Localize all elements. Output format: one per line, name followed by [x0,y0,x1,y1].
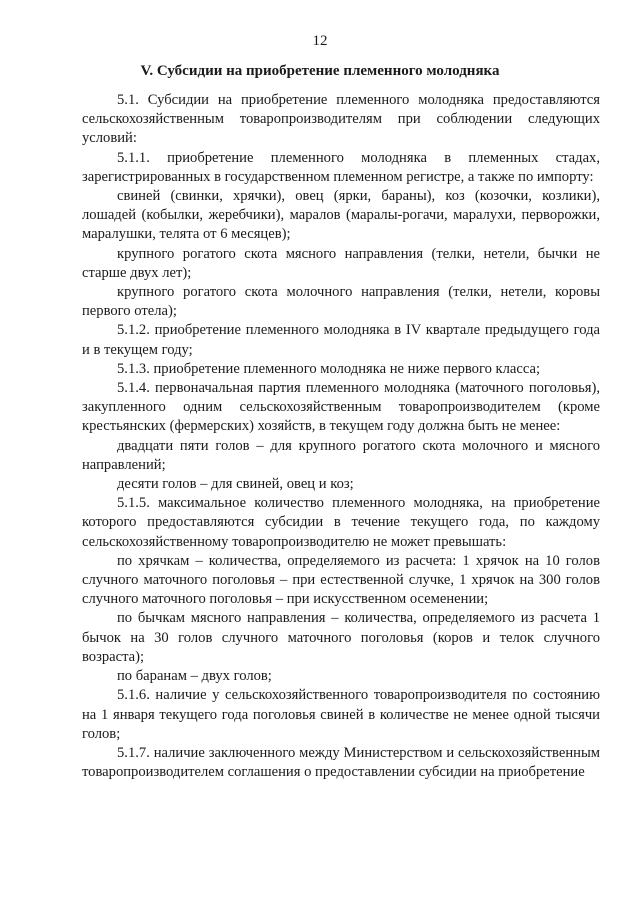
paragraph: 5.1.6. наличие у сельскохозяйственного товаропроизводителя по состоянию на 1 января текущего года поголовья свиней в количестве не менее одной тысячи голов; [82,687,600,742]
section-body [82,91,600,782]
paragraph: 5.1.5. максимальное количество племенного молодняка, на приобретение которого предоставляются субсидии в течение текущего года, по каждому сельскохозяйственному товаропроизводителю не может превышать: [82,495,600,550]
paragraph: свиней (свинки, хрячки), овец (ярки, бараны), коз (козочки, козлики), лошадей (кобылки, жеребчики), маралов (маралы-рогачи, маралухи, перворожки, маралушки, телята от 6 месяцев); [82,188,600,243]
paragraph: 5.1.2. приобретение племенного молодняка в IV квартале предыдущего года и в текущем году; [82,322,600,358]
section-title: V. Субсидии на приобретение племенного молодняка [140,63,500,79]
paragraph: 5.1. Субсидии на приобретение племенного молодняка предоставляются сельскохозяйственным товаропроизводителям при соблюдении следующих условий: [82,92,600,147]
paragraph: крупного рогатого скота молочного направления (телки, нетели, коровы первого отела); [82,284,600,320]
paragraph: по хрячкам – количества, определяемого из расчета: 1 хрячок на 10 голов случного маточного поголовья – при естественной случке, 1 хрячок на 300 голов случного маточного поголовья – при искусственном осеменении; [82,552,600,608]
paragraph: по бычкам мясного направления – количества, определяемого из расчета 1 бычок на 30 голов случного маточного поголовья (коров и телок случного возраста); [82,610,600,665]
paragraph: двадцати пяти голов – для крупного рогатого скота молочного и мясного направлений; [82,437,600,473]
paragraph: 5.1.1. приобретение племенного молодняка в племенных стадах, зарегистрированных в государственном племенном регистре, а также по импорту: [82,149,600,185]
paragraph: 5.1.4. первоначальная партия племенного молодняка (маточного поголовья), закупленного одним сельскохозяйственным товаропроизводителем (кроме крестьянских (фермерских) хозяйств, в текущем году должна быть не менее: [82,380,600,435]
paragraph: крупного рогатого скота мясного направления (телки, нетели, бычки не старше двух лет); [82,245,600,281]
paragraph: десяти голов – для свиней, овец и коз; [117,476,354,493]
paragraph: 5.1.7. наличие заключенного между Министерством и сельскохозяйственным товаропроизводителем соглашения о предоставлении субсидии на приобретение [82,744,600,781]
paragraph: 5.1.3. приобретение племенного молодняка не ниже первого класса; [117,360,541,377]
paragraph: по баранам – двух голов; [117,668,272,685]
page-number: 12 [312,33,328,49]
